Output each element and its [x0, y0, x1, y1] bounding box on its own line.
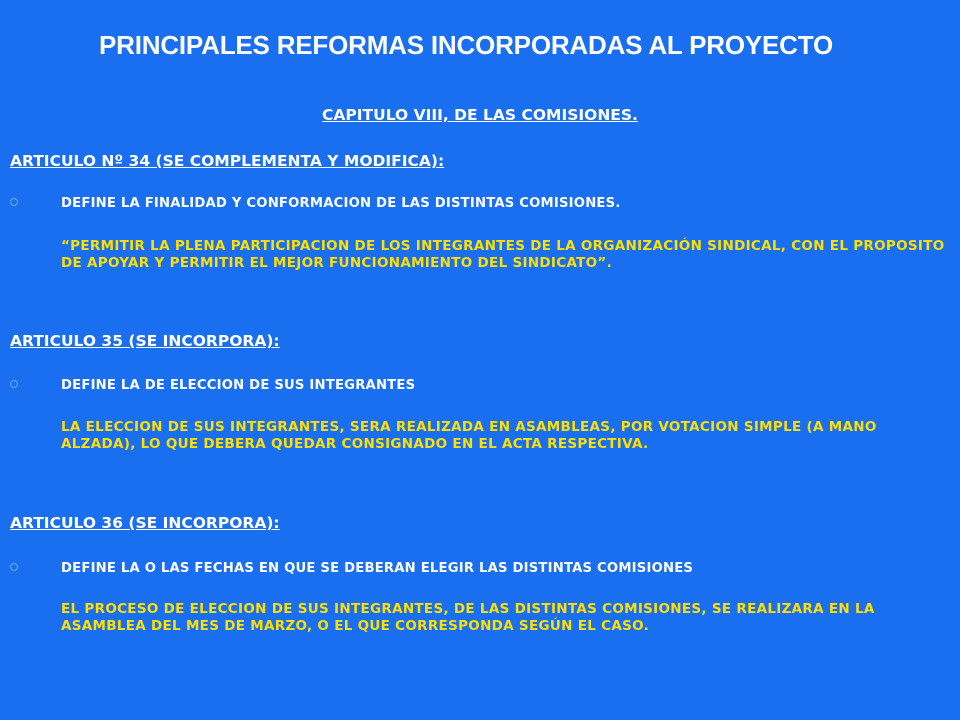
article-34-detail: “PERMITIR LA PLENA PARTICIPACION DE LOS INTEGRANTES DE LA ORGANIZACIÓN SINDICAL, CON EL PROPOSITO DE APOYAR Y PERMITIR EL MEJOR FUNCIONAMIENTO DEL SINDICATO”.	[61, 238, 945, 271]
article-34-bullet-text: DEFINE LA FINALIDAD Y CONFORMACION DE LAS DISTINTAS COMISIONES.	[61, 196, 621, 211]
article-36-heading: ARTICULO 36 (SE INCORPORA):	[10, 514, 280, 532]
bullet-circle-icon	[10, 198, 18, 206]
article-36-bullet-text: DEFINE LA O LAS FECHAS EN QUE SE DEBERAN ELEGIR LAS DISTINTAS COMISIONES	[61, 561, 694, 576]
bullet-circle-icon	[10, 380, 18, 388]
article-35-heading: ARTICULO 35 (SE INCORPORA):	[10, 332, 280, 350]
article-35-detail: LA ELECCION DE SUS INTEGRANTES, SERA REALIZADA EN ASAMBLEAS, POR VOTACION SIMPLE (A MANO ALZADA), LO QUE DEBERA QUEDAR CONSIGNADO EN EL ACTA RESPECTIVA.	[61, 419, 877, 452]
article-35-bullet-text: DEFINE LA DE ELECCION DE SUS INTEGRANTES	[61, 378, 416, 393]
article-34-heading: ARTICULO Nº 34 (SE COMPLEMENTA Y MODIFICA):	[10, 152, 445, 170]
article-36-detail: EL PROCESO DE ELECCION DE SUS INTEGRANTES, DE LAS DISTINTAS COMISIONES, SE REALIZARA EN LA ASAMBLEA DEL MES DE MARZO, O EL QUE CORRESPONDA SEGÚN EL CASO.	[61, 601, 875, 634]
chapter-heading: CAPITULO VIII, DE LAS COMISIONES.	[322, 106, 638, 124]
bullet-circle-icon	[10, 563, 18, 571]
page-title: PRINCIPALES REFORMAS INCORPORADAS AL PROYECTO	[99, 30, 833, 60]
